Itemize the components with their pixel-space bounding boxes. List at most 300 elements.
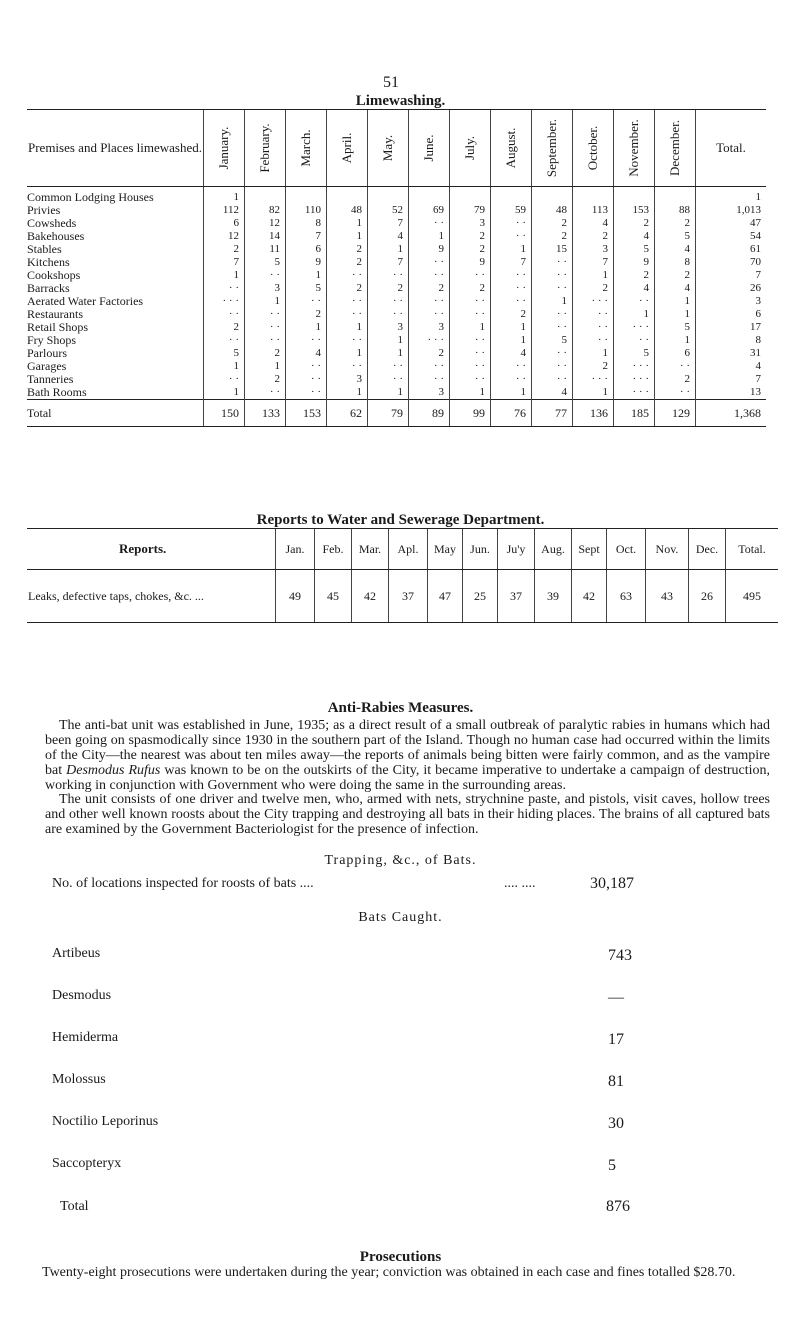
cell: 1 — [327, 386, 368, 400]
cell: · · · — [573, 295, 614, 308]
cell: · · — [450, 360, 491, 373]
cell: · · — [491, 217, 532, 230]
table-row — [27, 386, 766, 400]
cell: 48 — [532, 204, 573, 217]
cell: 2 — [573, 360, 614, 373]
cell: 69 — [409, 204, 450, 217]
month-header — [450, 110, 491, 187]
cell: 5 — [245, 256, 286, 269]
report-month-header: Ju'y — [498, 529, 535, 570]
cell: 1 — [491, 386, 532, 400]
month-total: 129 — [655, 400, 696, 427]
month-total: 150 — [204, 400, 245, 427]
cell: 1 — [327, 217, 368, 230]
cell: 4 — [286, 347, 327, 360]
cell: · · — [327, 269, 368, 282]
prosecutions-title: Prosecutions — [359, 1249, 442, 1265]
cell: · · — [368, 360, 409, 373]
cell: 79 — [450, 204, 491, 217]
cell: 1 — [655, 295, 696, 308]
cell: 7 — [573, 256, 614, 269]
month-total: 89 — [409, 400, 450, 427]
row-label: Restaurants — [27, 307, 83, 321]
cell: 52 — [368, 204, 409, 217]
month-total: 153 — [286, 400, 327, 427]
cell: 1 — [245, 360, 286, 373]
cell: · · — [245, 321, 286, 334]
cell: 4 — [614, 230, 655, 243]
cell: · · — [532, 360, 573, 373]
month-total: 77 — [532, 400, 573, 427]
cell: · · — [450, 347, 491, 360]
cell: 2 — [327, 282, 368, 295]
report-cell: 63 — [607, 570, 646, 623]
cell: · · — [368, 308, 409, 321]
cell: 88 — [655, 204, 696, 217]
report-cell: 42 — [572, 570, 607, 623]
cell — [532, 187, 573, 205]
row-total: 13 — [696, 386, 767, 400]
cell: 3 — [450, 217, 491, 230]
report-cell: 47 — [428, 570, 463, 623]
table-row — [27, 243, 766, 256]
row-label: Stables — [27, 242, 62, 256]
month-label: December. — [667, 120, 682, 176]
table-row — [27, 187, 766, 205]
table-row — [27, 321, 766, 334]
cell: · · — [409, 360, 450, 373]
cell: 15 — [532, 243, 573, 256]
premises-header: Premises and Places limewashed. — [27, 110, 204, 187]
cell: · · — [409, 256, 450, 269]
row-label: Common Lodging Houses — [27, 190, 154, 204]
locations-value: 30,187 — [590, 875, 634, 892]
row-label: Cowsheds — [27, 216, 77, 230]
cell: · · — [368, 295, 409, 308]
cell: 1 — [655, 334, 696, 347]
reports-header: Reports. — [27, 529, 276, 570]
month-label: November. — [626, 119, 641, 177]
cell: 5 — [614, 347, 655, 360]
cell: 2 — [614, 217, 655, 230]
cell: 11 — [245, 243, 286, 256]
cell: 3 — [327, 373, 368, 386]
cell: 1 — [327, 321, 368, 334]
cell: 2 — [532, 217, 573, 230]
report-total: 495 — [726, 570, 779, 623]
cell: · · — [327, 295, 368, 308]
cell: 2 — [409, 347, 450, 360]
cell: 1 — [491, 321, 532, 334]
cell: · · — [327, 334, 368, 347]
cell: 5 — [532, 334, 573, 347]
cell: · · — [491, 373, 532, 386]
month-label: May. — [380, 134, 395, 162]
month-label: April. — [339, 132, 354, 164]
cell: 4 — [614, 282, 655, 295]
cell: · · — [286, 360, 327, 373]
month-header — [573, 110, 614, 187]
cell: · · — [491, 230, 532, 243]
cell: · · — [327, 308, 368, 321]
row-total: 7 — [696, 373, 767, 386]
cell: 2 — [327, 256, 368, 269]
cell: 7 — [286, 230, 327, 243]
cell — [450, 187, 491, 205]
locations-label: No. of locations inspected for roosts of bats .... — [52, 876, 314, 891]
month-label: June. — [421, 134, 436, 162]
cell: 5 — [655, 321, 696, 334]
month-header — [614, 110, 655, 187]
limewashing-header-row — [27, 110, 766, 187]
para1-italic: Desmodus Rufus — [66, 763, 161, 778]
row-label: Garages — [27, 359, 67, 373]
cell: 1 — [286, 269, 327, 282]
report-month-header: Oct. — [607, 529, 646, 570]
report-month-header: Mar. — [352, 529, 389, 570]
cell: · · — [491, 295, 532, 308]
report-month-header: Jun. — [463, 529, 498, 570]
report-cell: 39 — [535, 570, 572, 623]
cell: · · — [286, 373, 327, 386]
cell: 1 — [491, 243, 532, 256]
table-row — [27, 347, 766, 360]
cell — [491, 187, 532, 205]
reports-row — [27, 570, 778, 623]
table-row — [27, 373, 766, 386]
cell: 1 — [204, 187, 245, 205]
cell: 2 — [655, 269, 696, 282]
cell: · · · — [409, 334, 450, 347]
cell: 9 — [614, 256, 655, 269]
trapping-title: Trapping, &c., of Bats. — [324, 853, 477, 868]
cell: 1 — [450, 386, 491, 400]
species-name: Desmodus — [52, 988, 112, 1003]
row-total: 6 — [696, 308, 767, 321]
cell: · · — [450, 269, 491, 282]
table-row — [27, 256, 766, 269]
cell: 5 — [614, 243, 655, 256]
cell: · · — [204, 282, 245, 295]
cell: · · — [409, 308, 450, 321]
cell: 2 — [573, 282, 614, 295]
month-total: 62 — [327, 400, 368, 427]
cell: 1 — [368, 243, 409, 256]
row-total: 17 — [696, 321, 767, 334]
row-total: 61 — [696, 243, 767, 256]
cell: · · — [286, 334, 327, 347]
species-total: 876 — [606, 1198, 630, 1215]
cell: 1 — [573, 386, 614, 400]
report-total-header: Total. — [726, 529, 779, 570]
cell: 82 — [245, 204, 286, 217]
table-row — [27, 360, 766, 373]
cell: · · · — [614, 373, 655, 386]
cell: · · — [573, 334, 614, 347]
month-total: 133 — [245, 400, 286, 427]
limewashing-table — [27, 109, 766, 427]
report-cell: 49 — [276, 570, 315, 623]
report-month-header: Jan. — [276, 529, 315, 570]
para1-b: was known to be on the outskirts of the City, it became imperative to undertake a campaign of destruction, working in conjunction with Government who were doing the same in the surrounding areas. — [45, 763, 770, 793]
cell — [614, 187, 655, 205]
month-header — [491, 110, 532, 187]
report-cell: 26 — [689, 570, 726, 623]
table-row — [27, 230, 766, 243]
reports-title: Reports to Water and Sewerage Department. — [256, 512, 545, 528]
report-month-header: May — [428, 529, 463, 570]
prosecutions-body: Twenty-eight prosecutions were undertaken during the year; conviction was obtained in each case and fines totalled $28.70. — [42, 1265, 736, 1280]
cell: 2 — [614, 269, 655, 282]
anti-rabies-title: Anti-Rabies Measures. — [327, 700, 474, 716]
totals-label: Total — [27, 400, 204, 427]
cell: 9 — [409, 243, 450, 256]
anti-rabies-paragraph-2 — [45, 792, 770, 837]
table-row — [27, 204, 766, 217]
row-total: 8 — [696, 334, 767, 347]
report-month-header: Sept — [572, 529, 607, 570]
total-header: Total. — [696, 110, 767, 187]
cell: 4 — [655, 243, 696, 256]
species-count: 30 — [608, 1115, 624, 1132]
cell: 5 — [204, 347, 245, 360]
report-month-header: Dec. — [689, 529, 726, 570]
month-label: January. — [216, 126, 231, 170]
row-total: 31 — [696, 347, 767, 360]
cell: · · — [245, 386, 286, 400]
row-label: Retail Shops — [27, 320, 89, 334]
para2-text: The unit consists of one driver and twelve men, who, armed with nets, strychnine paste, and pistols, visit caves, hollow trees and other well known roosts about the City trapping and destroying all bats in their hiding places. The brains of all captured bats are examined by the Government Bacteriologist for the presence of infection. — [45, 792, 770, 837]
reports-row-label: Leaks, defective taps, chokes, &c. ... — [27, 570, 276, 623]
cell: 12 — [245, 217, 286, 230]
cell: 1 — [368, 334, 409, 347]
month-total: 99 — [450, 400, 491, 427]
cell: 1 — [532, 295, 573, 308]
cell: 2 — [573, 230, 614, 243]
row-total: 1 — [696, 187, 767, 205]
cell: 3 — [368, 321, 409, 334]
cell: 1 — [204, 269, 245, 282]
cell: · · — [491, 269, 532, 282]
cell: 112 — [204, 204, 245, 217]
bats-caught-title: Bats Caught. — [358, 910, 443, 925]
row-total: 70 — [696, 256, 767, 269]
month-total: 76 — [491, 400, 532, 427]
report-month-header: Aug. — [535, 529, 572, 570]
cell: · · — [409, 295, 450, 308]
cell: 2 — [204, 243, 245, 256]
cell: · · — [532, 373, 573, 386]
cell: 4 — [368, 230, 409, 243]
species-count: 743 — [608, 947, 632, 964]
cell: · · — [450, 373, 491, 386]
table-row — [27, 269, 766, 282]
row-label: Bath Rooms — [27, 385, 87, 399]
cell: 7 — [204, 256, 245, 269]
cell: 1 — [204, 386, 245, 400]
cell: 1 — [655, 308, 696, 321]
cell — [409, 187, 450, 205]
cell: 1 — [286, 321, 327, 334]
cell: · · — [450, 308, 491, 321]
species-total-label: Total — [60, 1199, 89, 1214]
cell: 1 — [368, 347, 409, 360]
cell: · · — [532, 347, 573, 360]
report-month-header: Apl. — [389, 529, 428, 570]
species-count: — — [608, 989, 624, 1006]
cell: 1 — [327, 230, 368, 243]
cell: 2 — [655, 217, 696, 230]
species-count: 81 — [608, 1073, 624, 1090]
row-label: Bakehouses — [27, 229, 85, 243]
row-label: Aerated Water Factories — [27, 294, 144, 308]
month-label: August. — [503, 127, 518, 169]
anti-rabies-paragraph-1 — [45, 718, 770, 793]
cell: · · · — [614, 360, 655, 373]
cell: 7 — [368, 256, 409, 269]
cell — [286, 187, 327, 205]
cell: · · — [204, 334, 245, 347]
cell: 1 — [573, 347, 614, 360]
cell: · · — [409, 217, 450, 230]
table-row — [27, 308, 766, 321]
cell: · · — [286, 295, 327, 308]
cell: · · — [204, 373, 245, 386]
cell: · · — [614, 295, 655, 308]
month-header — [245, 110, 286, 187]
cell: 1 — [573, 269, 614, 282]
species-name: Artibeus — [52, 946, 101, 961]
totals-row — [27, 400, 766, 427]
row-total: 7 — [696, 269, 767, 282]
row-total: 54 — [696, 230, 767, 243]
cell: 8 — [655, 256, 696, 269]
cell: 8 — [286, 217, 327, 230]
cell: 2 — [450, 230, 491, 243]
cell: · · — [655, 386, 696, 400]
cell: · · — [532, 321, 573, 334]
grand-total: 1,368 — [696, 400, 767, 427]
cell: 4 — [573, 217, 614, 230]
cell: 9 — [450, 256, 491, 269]
cell: 2 — [368, 282, 409, 295]
row-label: Fry Shops — [27, 333, 77, 347]
month-label: February. — [257, 123, 272, 173]
cell: 1 — [491, 334, 532, 347]
report-cell: 37 — [389, 570, 428, 623]
cell: 4 — [655, 282, 696, 295]
row-total: 26 — [696, 282, 767, 295]
cell — [245, 187, 286, 205]
cell: · · — [368, 269, 409, 282]
row-total: 3 — [696, 295, 767, 308]
row-label: Cookshops — [27, 268, 81, 282]
table-row — [27, 217, 766, 230]
row-total: 47 — [696, 217, 767, 230]
cell: 48 — [327, 204, 368, 217]
cell: 2 — [450, 282, 491, 295]
report-cell: 42 — [352, 570, 389, 623]
month-total: 136 — [573, 400, 614, 427]
cell: · · — [532, 269, 573, 282]
cell: 2 — [327, 243, 368, 256]
cell: 2 — [450, 243, 491, 256]
cell: · · — [245, 334, 286, 347]
cell: 4 — [532, 386, 573, 400]
cell: · · — [491, 360, 532, 373]
cell: · · — [409, 269, 450, 282]
month-label: October. — [585, 125, 600, 171]
report-cell: 25 — [463, 570, 498, 623]
row-label: Tanneries — [27, 372, 74, 386]
cell: · · — [532, 282, 573, 295]
month-header — [286, 110, 327, 187]
cell: · · · — [614, 386, 655, 400]
month-header — [409, 110, 450, 187]
cell: · · — [204, 308, 245, 321]
cell: · · — [532, 308, 573, 321]
cell: · · — [573, 308, 614, 321]
para1-a: The anti-bat unit was established in June, 1935; as a direct result of a small outbreak of paralytic rabies in humans which had been going on spasmodically since 1930 in the southern part of the Island. Though no human case had occurred within the limits of the City—the nearest was about ten miles away—the reports of animals being bitten were fairly common, and as the vampire bat — [45, 718, 770, 778]
cell: · · — [368, 373, 409, 386]
report-cell: 37 — [498, 570, 535, 623]
report-cell: 45 — [315, 570, 352, 623]
cell: 6 — [204, 217, 245, 230]
month-header — [204, 110, 245, 187]
cell: 9 — [286, 256, 327, 269]
cell: 4 — [491, 347, 532, 360]
report-month-header: Feb. — [315, 529, 352, 570]
cell: · · — [491, 282, 532, 295]
cell: · · — [245, 269, 286, 282]
cell: 3 — [409, 321, 450, 334]
species-count: 5 — [608, 1157, 616, 1174]
cell: · · · — [573, 373, 614, 386]
cell: 2 — [532, 230, 573, 243]
species-count: 17 — [608, 1031, 624, 1048]
cell — [655, 187, 696, 205]
report-month-header: Nov. — [646, 529, 689, 570]
cell: 1 — [409, 230, 450, 243]
reports-table — [27, 528, 778, 623]
cell: 1 — [204, 360, 245, 373]
cell: · · · — [204, 295, 245, 308]
row-total: 1,013 — [696, 204, 767, 217]
row-label: Privies — [27, 203, 61, 217]
cell: 2 — [655, 373, 696, 386]
cell: · · — [450, 334, 491, 347]
cell: 3 — [245, 282, 286, 295]
cell: 59 — [491, 204, 532, 217]
cell: 2 — [286, 308, 327, 321]
species-name: Molossus — [52, 1072, 106, 1087]
cell: 1 — [614, 308, 655, 321]
cell: · · — [573, 321, 614, 334]
limewashing-title: Limewashing. — [355, 93, 446, 109]
cell: 12 — [204, 230, 245, 243]
cell: 7 — [368, 217, 409, 230]
cell: 153 — [614, 204, 655, 217]
cell: 1 — [245, 295, 286, 308]
cell — [327, 187, 368, 205]
row-total: 4 — [696, 360, 767, 373]
cell: 1 — [327, 347, 368, 360]
cell: 2 — [245, 373, 286, 386]
cell: 5 — [286, 282, 327, 295]
cell: 3 — [409, 386, 450, 400]
cell: 1 — [450, 321, 491, 334]
row-label: Barracks — [27, 281, 70, 295]
